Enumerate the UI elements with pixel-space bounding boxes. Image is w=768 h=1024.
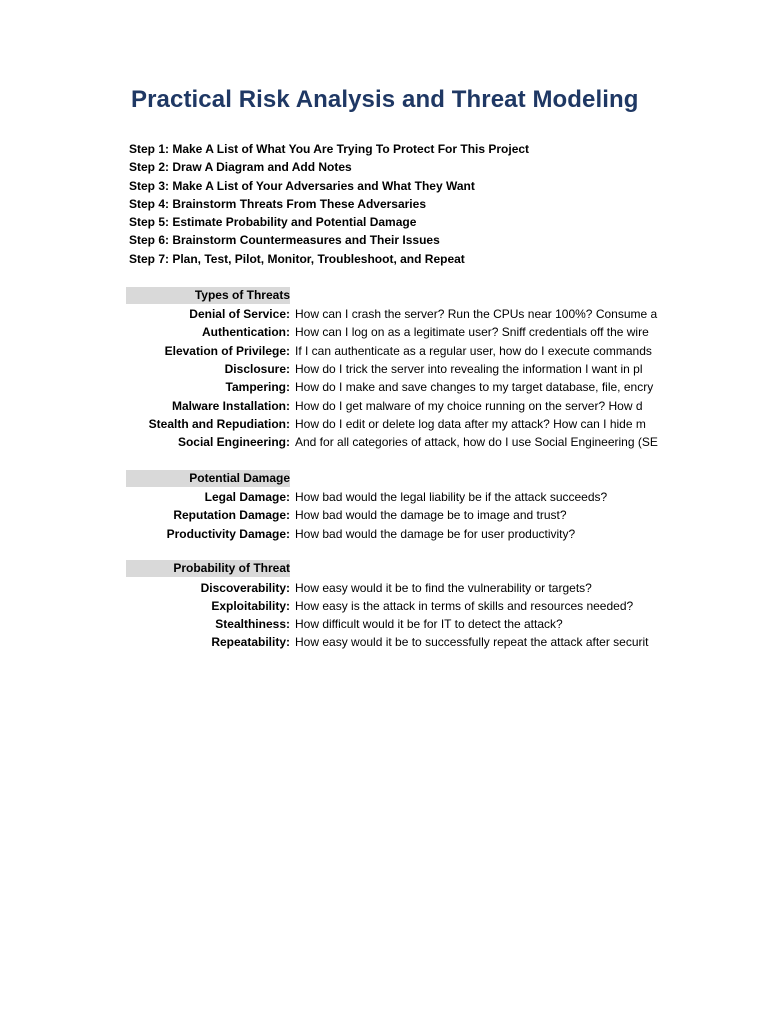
step-4: Step 4: Brainstorm Threats From These Adversaries <box>129 196 426 211</box>
damage-row <box>0 488 768 506</box>
threat-desc: How do I edit or delete log data after my attack? How can I hide m <box>295 416 646 431</box>
probability-term: Stealthiness: <box>215 617 290 632</box>
threat-term: Tampering: <box>225 380 290 395</box>
damage-row <box>0 525 768 543</box>
threat-row <box>0 397 768 415</box>
potential-damage-header-label: Potential Damage <box>189 471 290 485</box>
damage-row <box>0 506 768 524</box>
threat-desc: How can I crash the server? Run the CPUs near 100%? Consume a <box>295 307 658 321</box>
threat-term: Elevation of Privilege: <box>164 343 290 358</box>
threat-row <box>0 415 768 433</box>
probability-term: Discoverability: <box>200 580 290 595</box>
threat-row <box>0 342 768 360</box>
damage-desc: How bad would the damage be for user productivity? <box>295 526 576 541</box>
threat-row <box>0 305 768 323</box>
threat-row <box>0 323 768 341</box>
probability-row <box>0 597 768 615</box>
damage-desc: How bad would the damage be to image and trust? <box>295 508 567 523</box>
damage-term: Legal Damage: <box>204 490 290 504</box>
threat-row <box>0 378 768 396</box>
step-1: Step 1: Make A List of What You Are Trying To Protect For This Project <box>129 142 530 156</box>
threat-desc: How do I trick the server into revealing the information I want in pl <box>295 361 643 376</box>
damage-term: Productivity Damage: <box>166 526 290 541</box>
threat-desc: And for all categories of attack, how do I use Social Engineering (SE <box>295 435 658 450</box>
types-of-threats-header-label: Types of Threats <box>194 288 290 302</box>
threat-desc: How do I make and save changes to my target database, file, encry <box>295 380 654 395</box>
probability-row <box>0 615 768 633</box>
threat-desc: How can I log on as a legitimate user? Sniff credentials off the wire <box>295 325 649 340</box>
threat-term: Disclosure: <box>224 361 290 376</box>
types-of-threats-header <box>126 287 290 304</box>
probability-of-threat-header <box>126 560 290 577</box>
probability-desc: How easy would it be to successfully repeat the attack after securit <box>295 635 649 650</box>
step-3: Step 3: Make A List of Your Adversaries and What They Want <box>129 178 475 193</box>
threat-desc: If I can authenticate as a regular user, how do I execute commands <box>295 343 652 358</box>
step-2: Step 2: Draw A Diagram and Add Notes <box>129 160 352 175</box>
threat-term: Denial of Service: <box>189 307 290 321</box>
threat-term: Stealth and Repudiation: <box>148 416 290 431</box>
potential-damage-header <box>126 470 290 487</box>
step-5: Step 5: Estimate Probability and Potential Damage <box>129 215 417 230</box>
page-title: Practical Risk Analysis and Threat Modeling <box>131 86 639 113</box>
threat-term: Social Engineering: <box>177 435 290 450</box>
damage-term: Reputation Damage: <box>173 508 290 523</box>
damage-desc: How bad would the legal liability be if the attack succeeds? <box>295 490 608 504</box>
threat-term: Malware Installation: <box>171 398 290 413</box>
threat-term: Authentication: <box>202 325 290 340</box>
probability-term: Exploitability: <box>211 598 290 613</box>
probability-desc: How difficult would it be for IT to detect the attack? <box>295 617 563 632</box>
probability-of-threat-header-label: Probability of Threat <box>173 561 290 575</box>
threat-row <box>0 360 768 378</box>
threat-row <box>0 433 768 451</box>
probability-row <box>0 579 768 597</box>
step-7: Step 7: Plan, Test, Pilot, Monitor, Troubleshoot, and Repeat <box>129 251 465 266</box>
probability-desc: How easy would it be to find the vulnerability or targets? <box>295 580 592 595</box>
steps-list <box>129 140 529 268</box>
probability-desc: How easy is the attack in terms of skills and resources needed? <box>295 598 634 613</box>
probability-row <box>0 633 768 651</box>
threat-desc: How do I get malware of my choice running on the server? How d <box>295 398 643 413</box>
probability-term: Repeatability: <box>211 635 290 650</box>
step-6: Step 6: Brainstorm Countermeasures and Their Issues <box>129 233 440 248</box>
